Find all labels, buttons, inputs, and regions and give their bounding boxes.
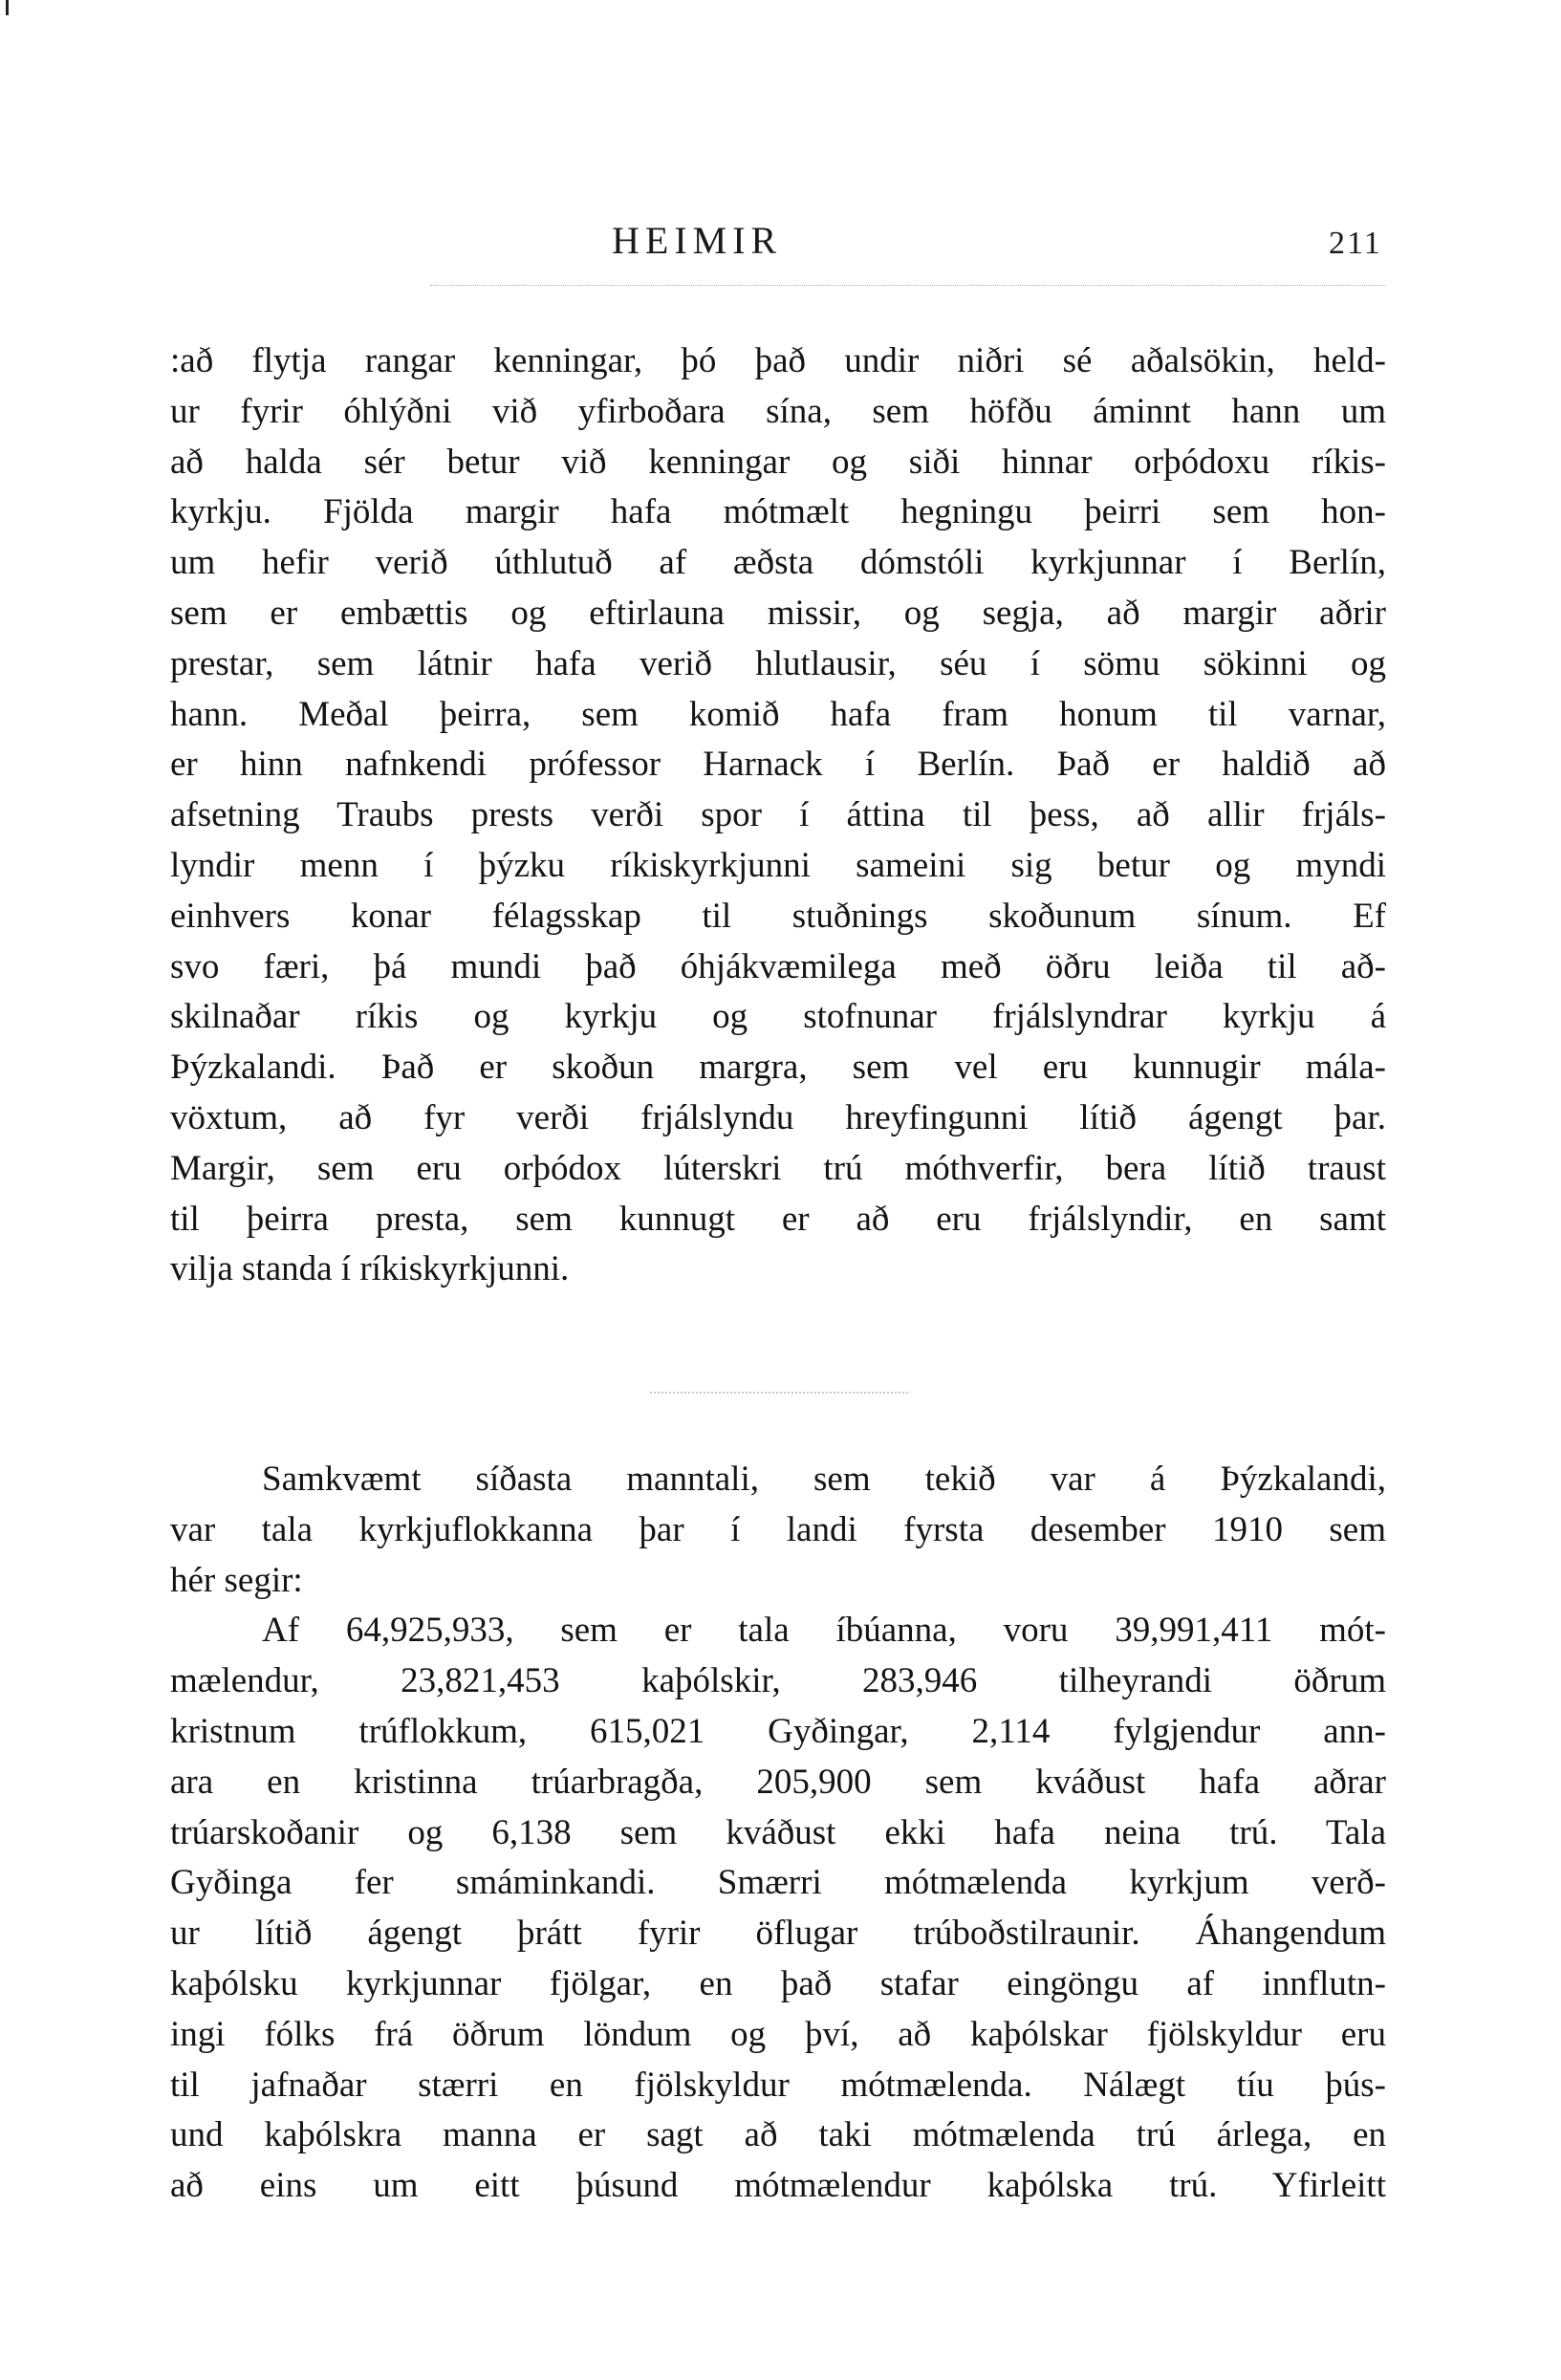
header-rule [430, 285, 1386, 286]
text-line: kristnum trúflokkum, 615,021 Gyðingar, 2,114 fylgjendur ann- [170, 1711, 1386, 1751]
text-line: ingi fólks frá öðrum löndum og því, að kaþólskar fjölskyldur eru [170, 2014, 1386, 2054]
text-line: Samkvæmt síðasta manntali, sem tekið var á Þýzkalandi, [262, 1460, 1386, 1499]
text-line: einhvers konar félagsskap til stuðnings skoðunum sínum. Ef [170, 896, 1386, 936]
text-line: :að flytja rangar kenningar, þó það undir niðri sé aðalsökin, held- [170, 341, 1386, 380]
text-line: vilja standa í ríkiskyrkjunni. [170, 1249, 570, 1289]
text-line: Þýzkalandi. Það er skoðun margra, sem vel eru kunnugir mála- [170, 1048, 1386, 1088]
text-line: Margir, sem eru orþódox lúterskri trú móthverfir, bera lítið traust [170, 1148, 1386, 1188]
text-line: lyndir menn í þýzku ríkiskyrkjunni sameini sig betur og myndi [170, 845, 1386, 885]
text-line: prestar, sem látnir hafa verið hlutlausir, séu í sömu sökinni og [170, 643, 1386, 683]
text-line: til jafnaðar stærri en fjölskyldur mótmælenda. Nálægt tíu þús- [170, 2065, 1386, 2105]
text-line: hann. Meðal þeirra, sem komið hafa fram honum til varnar, [170, 694, 1386, 734]
text-line: svo færi, þá mundi það óhjákvæmilega með öðru leiða til að- [170, 946, 1386, 986]
running-head: HEIMIR [612, 219, 783, 262]
text-line: afsetning Traubs prests verði spor í áttina til þess, að allir frjáls- [170, 795, 1386, 835]
section-separator [650, 1392, 908, 1394]
text-line: ara en kristinna trúarbragða, 205,900 sem kváðust hafa aðrar [170, 1762, 1386, 1802]
text-line: ur fyrir óhlýðni við yfirboðara sína, sem höfðu áminnt hann um [170, 391, 1386, 431]
text-line: er hinn nafnkendi prófessor Harnack í Berlín. Það er haldið að [170, 745, 1386, 785]
text-line: skilnaðar ríkis og kyrkju og stofnunar frjálslyndrar kyrkju á [170, 997, 1386, 1037]
text-line: kaþólsku kyrkjunnar fjölgar, en það stafar eingöngu af innflutn- [170, 1963, 1386, 2003]
text-line: hér segir: [170, 1560, 303, 1600]
text-line: ur lítið ágengt þrátt fyrir öflugar trúboðstilraunir. Áhangendum [170, 1914, 1386, 1954]
page-number: 211 [1329, 226, 1382, 261]
paragraph-census [170, 1455, 1386, 2212]
text-line: til þeirra presta, sem kunnugt er að eru frjálslyndir, en samt [170, 1199, 1386, 1239]
text-line: sem er embættis og eftirlauna missir, og segja, að margir aðrir [170, 593, 1386, 633]
text-line: trúarskoðanir og 6,138 sem kváðust ekki hafa neina trú. Tala [170, 1812, 1386, 1852]
text-line: und kaþólskra manna er sagt að taki mótmælenda trú árlega, en [170, 2115, 1386, 2155]
text-line: kyrkju. Fjölda margir hafa mótmælt hegningu þeirri sem hon- [170, 492, 1386, 532]
text-line: að halda sér betur við kenningar og siði hinnar orþódoxu ríkis- [170, 442, 1386, 482]
text-line: að eins um eitt þúsund mótmælendur kaþólska trú. Yfirleitt [170, 2166, 1386, 2206]
text-line: mælendur, 23,821,453 kaþólskir, 283,946 tilheyrandi öðrum [170, 1661, 1386, 1701]
text-line: var tala kyrkjuflokkanna þar í landi fyrsta desember 1910 sem [170, 1509, 1386, 1549]
paragraph-traub-case [170, 336, 1386, 1295]
text-line: Af 64,925,933, sem er tala íbúanna, voru 39,991,411 mót- [262, 1611, 1386, 1651]
text-line: Gyðinga fer smáminkandi. Smærri mótmælenda kyrkjum verð- [170, 1863, 1386, 1903]
text-line: vöxtum, að fyr verði frjálslyndu hreyfingunni lítið ágengt þar. [170, 1097, 1386, 1137]
text-line: um hefir verið úthlutuð af æðsta dómstóli kyrkjunnar í Berlín, [170, 543, 1386, 583]
scan-edge-mark [6, 0, 9, 15]
